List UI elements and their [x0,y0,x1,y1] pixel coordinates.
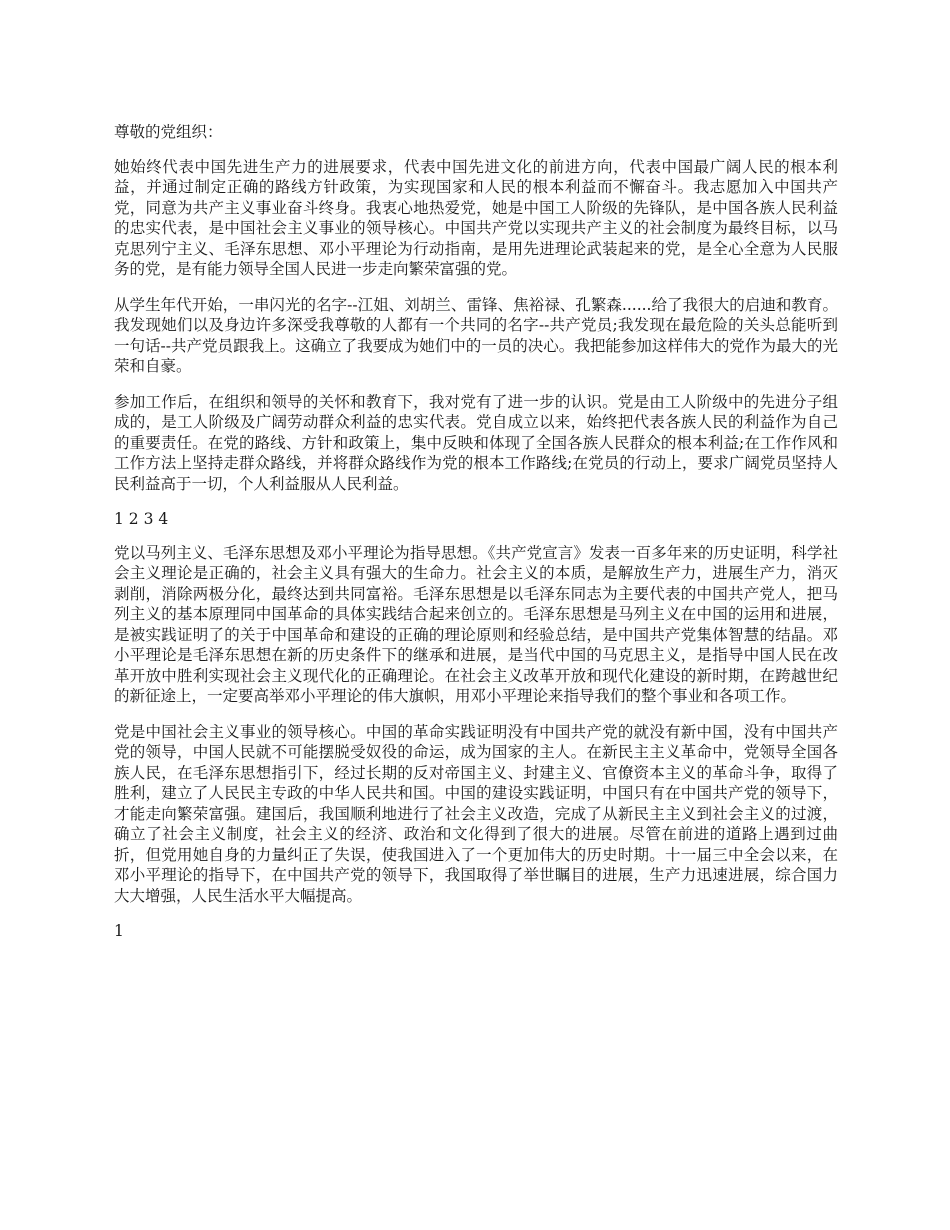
paragraph-5: 党是中国社会主义事业的领导核心。中国的革命实践证明没有中国共产党的就没有新中国，没有中国共产党的领导，中国人民就不可能摆脱受奴役的命运，成为国家的主人。在新民主主义革命中，党领导全国各族人民，在毛泽东思想指引下，经过长期的反对帝国主义、封建主义、官僚资本主义的革命斗争，取得了胜利，建立了人民民主专政的中华人民共和国。中国的建设实践证明，中国只有在中国共产党的领导下，才能走向繁荣富强。建国后，我国顺利地进行了社会主义改造，完成了从新民主主义到社会主义的过渡，确立了社会主义制度，社会主义的经济、政治和文化得到了很大的进展。尽管在前进的道路上遇到过曲折，但党用她自身的力量纠正了失误，使我国进入了一个更加伟大的历史时期。十一届三中全会以来，在邓小平理论的指导下，在中国共产党的领导下，我国取得了举世瞩目的进展，生产力迅速进展，综合国力大大增强，人民生活水平大幅提高。 [114,722,838,905]
document-page [114,122,838,955]
paragraph-2: 从学生年代开始，一串闪光的名字--江姐、刘胡兰、雷锋、焦裕禄、孔繁森......给了我很大的启迪和教育。我发现她们以及身边许多深受我尊敬的人都有一个共同的名字--共产党员;我发现在最危险的关头总能听到一句话--共产党员跟我上。这确立了我要成为她们中的一员的决心。我把能参加这样伟大的党作为最大的光荣和自豪。 [114,295,838,375]
salutation: 尊敬的党组织： [114,123,223,141]
page-number: 1 [114,922,124,940]
paragraph-1: 她始终代表中国先进生产力的进展要求，代表中国先进文化的前进方向，代表中国最广阔人民的根本利益，并通过制定正确的路线方针政策，为实现国家和人民的根本利益而不懈奋斗。我志愿加入中国共产党，同意为共产主义事业奋斗终身。我衷心地热爱党，她是中国工人阶级的先锋队，是中国各族人民利益的忠实代表，是中国社会主义事业的领导核心。中国共产党以实现共产主义的社会制度为最终目标，以马克思列宁主义、毛泽东思想、邓小平理论为行动指南，是用先进理论武装起来的党，是全心全意为人民服务的党，是有能力领导全国人民进一步走向繁荣富强的党。 [114,157,838,278]
paragraph-3: 参加工作后，在组织和领导的关怀和教育下，我对党有了进一步的认识。党是由工人阶级中的先进分子组成的，是工人阶级及广阔劳动群众利益的忠实代表。党自成立以来，始终把代表各族人民的利益作为自己的重要责任。在党的路线、方针和政策上，集中反映和体现了全国各族人民群众的根本利益;在工作作风和工作方法上坚持走群众路线，并将群众路线作为党的根本工作路线;在党员的行动上，要求广阔党员坚持人民利益高于一切，个人利益服从人民利益。 [114,392,838,493]
paragraph-4: 党以马列主义、毛泽东思想及邓小平理论为指导思想。《共产党宣言》发表一百多年来的历史证明，科学社会主义理论是正确的，社会主义具有强大的生命力。社会主义的本质，是解放生产力，进展生产力，消灭剥削，消除两极分化，最终达到共同富裕。毛泽东思想是以毛泽东同志为主要代表的中国共产党人，把马列主义的基本原理同中国革命的具体实践结合起来创立的。毛泽东思想是马列主义在中国的运用和进展，是被实践证明了的关于中国革命和建设的正确的理论原则和经验总结，是中国共产党集体智慧的结晶。邓小平理论是毛泽东思想在新的历史条件下的继承和进展，是当代中国的马克思主义，是指导中国人民在改革开放中胜利实现社会主义现代化的正确理论。在社会主义改革开放和现代化建设的新时期，在跨越世纪的新征途上，一定要高举邓小平理论的伟大旗帜，用邓小平理论来指导我们的整个事业和各项工作。 [114,543,838,705]
page-numbers: 1 2 3 4 [114,510,169,528]
